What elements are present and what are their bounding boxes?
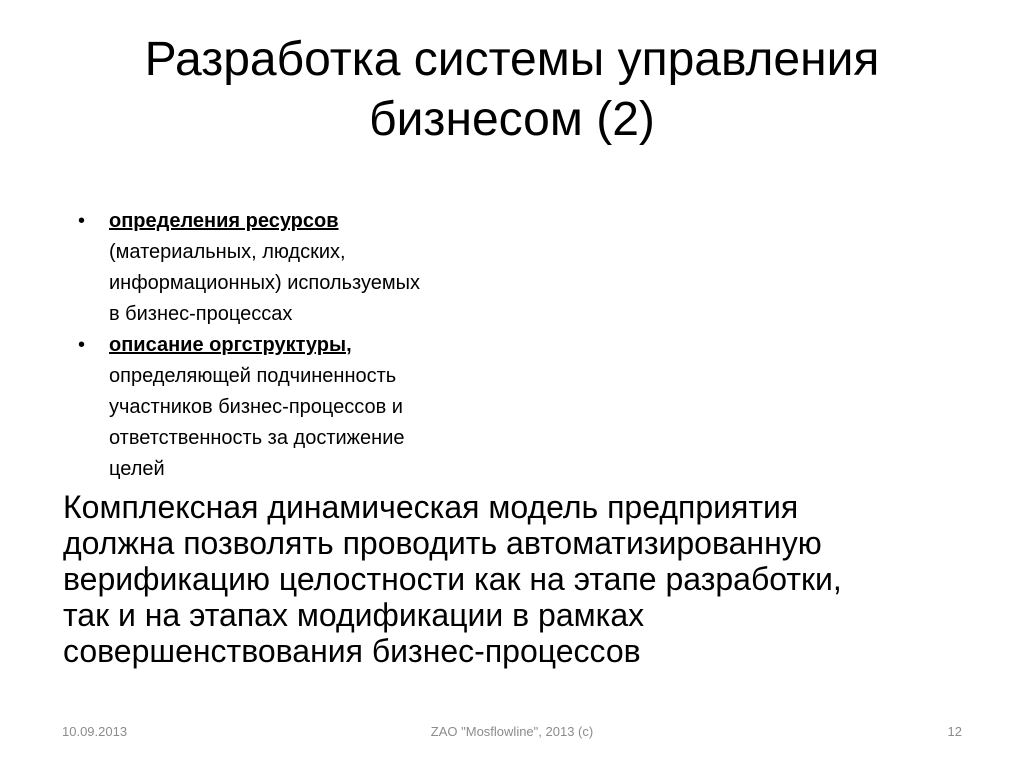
bullet-text-line: определяющей подчиненность <box>109 365 397 387</box>
bullet-item-resources <box>78 206 538 330</box>
footer-page-number: 12 <box>947 724 962 739</box>
bullet-text-line: информационных) используемых <box>109 272 420 294</box>
bullet-list <box>78 206 538 485</box>
title-line-2: бизнесом (2) <box>369 93 655 146</box>
paragraph-line: так и на этапах модификации в рамках <box>63 597 645 633</box>
bullet-item-orgstructure <box>78 330 538 485</box>
footer-date: 10.09.2013 <box>62 724 128 739</box>
bullet-text-line: в бизнес-процессах <box>109 303 293 325</box>
paragraph-line: должна позволять проводить автоматизированную <box>63 525 822 561</box>
slide-title <box>40 30 984 150</box>
paragraph-line: совершенствования бизнес-процессов <box>63 633 641 669</box>
bullet-text-line: ответственность за достижение <box>109 427 405 449</box>
bullet-heading: определения ресурсов <box>109 210 339 232</box>
paragraph-line: Комплексная динамическая модель предприятия <box>63 489 799 525</box>
bullet-text-line: целей <box>109 458 165 480</box>
paragraph-line: верификацию целостности как на этапе разработки, <box>63 561 842 597</box>
bullet-marker: • <box>78 334 86 356</box>
bullet-text-line: участников бизнес-процессов и <box>109 396 403 418</box>
bullet-text-line: (материальных, людских, <box>109 241 346 263</box>
footer-copyright: ZAO "Mosflowline", 2013 (c) <box>430 724 594 739</box>
bullet-marker: • <box>78 210 86 232</box>
title-line-1: Разработка системы управления <box>144 33 880 86</box>
bullet-heading: описание оргструктуры, <box>109 334 352 356</box>
summary-paragraph <box>63 489 983 669</box>
